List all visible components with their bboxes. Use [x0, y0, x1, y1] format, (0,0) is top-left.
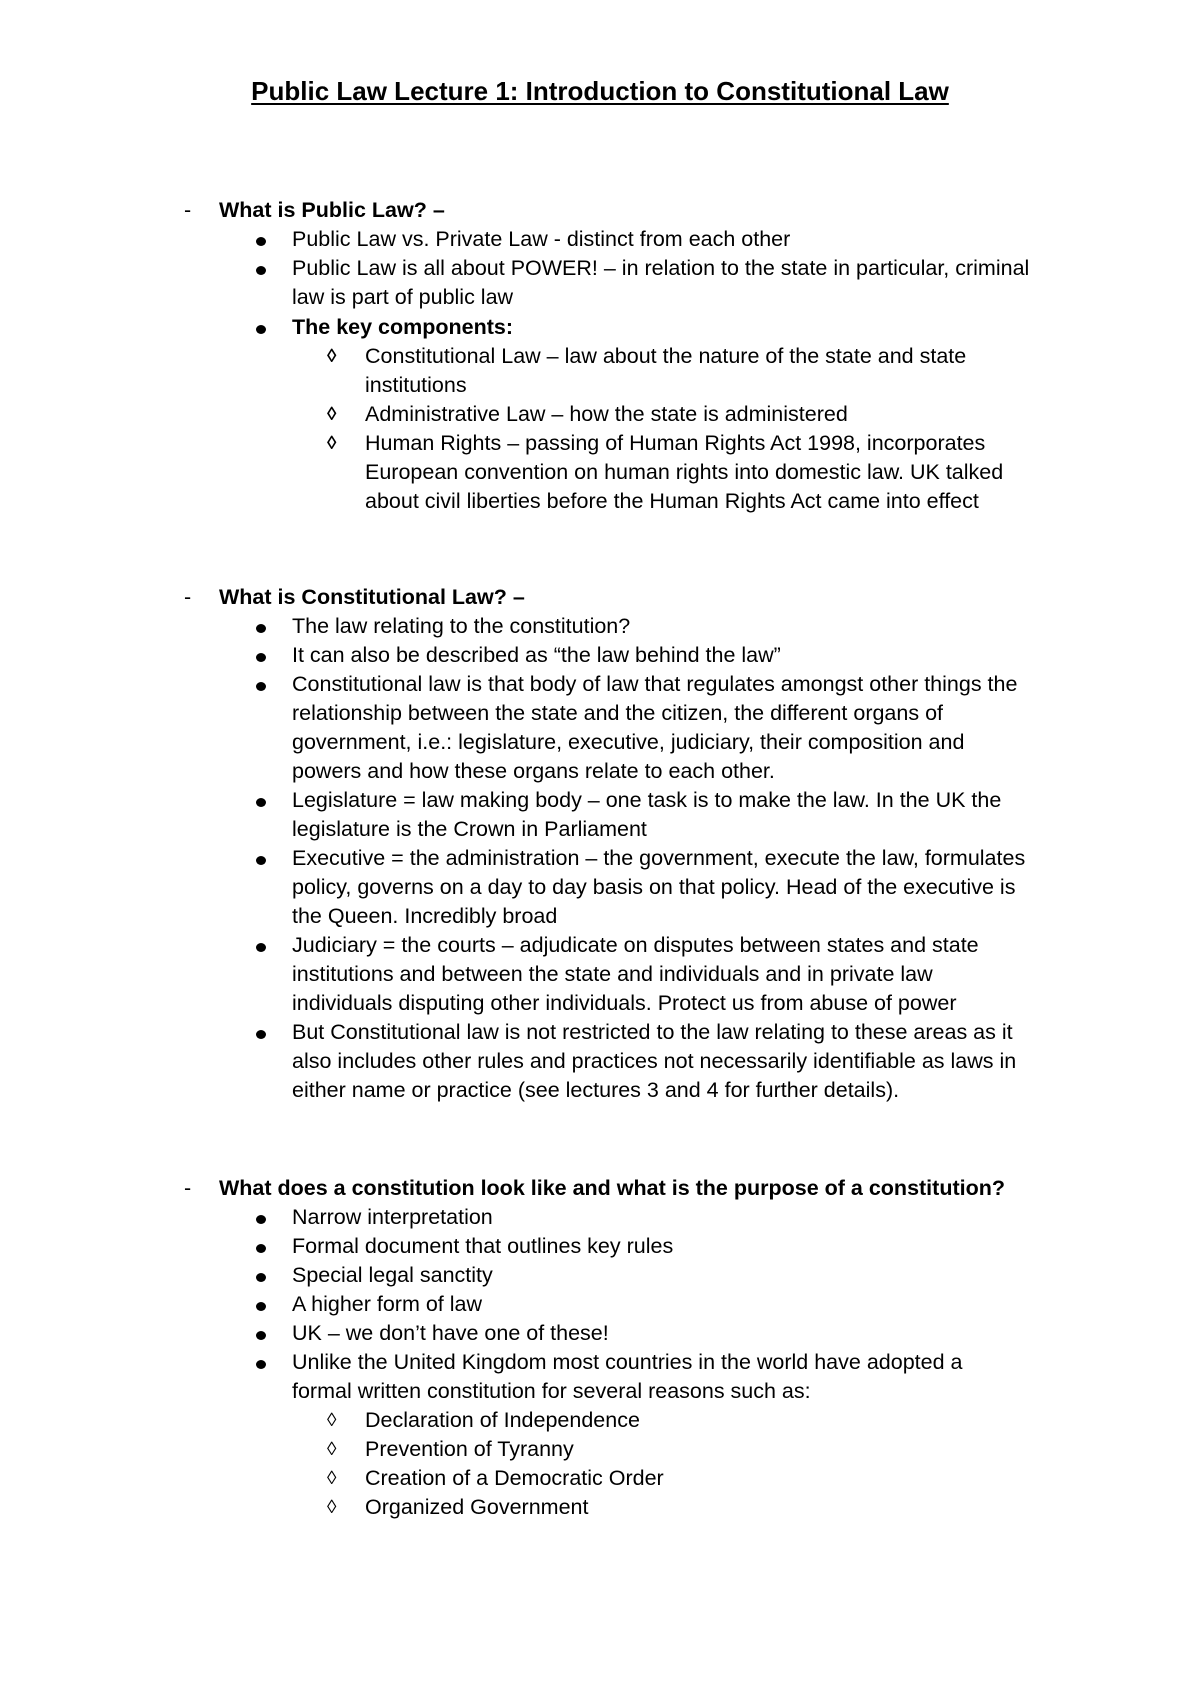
- section-dash: -: [184, 198, 192, 222]
- list-item: Constitutional law is that body of law that regulates amongst other things the: [292, 672, 1018, 696]
- list-item: Legislature = law making body – one task is to make the law. In the UK the: [292, 788, 1002, 812]
- bullet-dot-icon: [256, 266, 266, 275]
- bullet-dot-icon: [256, 943, 266, 952]
- list-item: Executive = the administration – the government, execute the law, formulates: [292, 846, 1026, 870]
- bullet-dot-icon: [256, 1030, 266, 1039]
- bullet-dot-icon: [256, 325, 266, 334]
- section-heading-constitution-purpose: What does a constitution look like and what is the purpose of a constitution?: [219, 1176, 1005, 1200]
- sub-list-item: Constitutional Law – law about the nature of the state and state: [365, 344, 967, 368]
- list-item-continued: legislature is the Crown in Parliament: [292, 817, 647, 841]
- bullet-dot-icon: [256, 1244, 266, 1253]
- sub-list-item-continued: institutions: [365, 373, 467, 397]
- list-item: A higher form of law: [292, 1292, 483, 1316]
- bullet-dot-icon: [256, 237, 266, 246]
- list-item: Narrow interpretation: [292, 1205, 493, 1229]
- sub-list-item-continued: about civil liberties before the Human Rights Act came into effect: [365, 489, 979, 513]
- list-item-key-components: The key components:: [292, 315, 514, 339]
- list-item: Unlike the United Kingdom most countries in the world have adopted a: [292, 1350, 963, 1374]
- list-item: But Constitutional law is not restricted to the law relating to these areas as it: [292, 1020, 1013, 1044]
- list-item-continued: law is part of public law: [292, 285, 514, 309]
- sub-list-item-continued: European convention on human rights into domestic law. UK talked: [365, 460, 1004, 484]
- bullet-dot-icon: [256, 682, 266, 691]
- sub-list-item: Prevention of Tyranny: [365, 1437, 574, 1461]
- bullet-dot-icon: [256, 1360, 266, 1369]
- list-item: Special legal sanctity: [292, 1263, 493, 1287]
- list-item: UK – we don’t have one of these!: [292, 1321, 609, 1345]
- bullet-dot-icon: [256, 624, 266, 633]
- bullet-dot-icon: [256, 1215, 266, 1224]
- list-item-continued: formal written constitution for several reasons such as:: [292, 1379, 811, 1403]
- list-item-continued: institutions and between the state and individuals and in private law: [292, 962, 933, 986]
- diamond-bullet-icon: ◊: [327, 433, 337, 454]
- list-item-continued: either name or practice (see lectures 3 and 4 for further details).: [292, 1078, 900, 1102]
- list-item: Formal document that outlines key rules: [292, 1234, 674, 1258]
- diamond-bullet-icon: ◊: [327, 1468, 337, 1489]
- list-item: Judiciary = the courts – adjudicate on disputes between states and state: [292, 933, 979, 957]
- sub-list-item: Creation of a Democratic Order: [365, 1466, 664, 1490]
- sub-list-item: Declaration of Independence: [365, 1408, 640, 1432]
- bullet-dot-icon: [256, 856, 266, 865]
- bullet-dot-icon: [256, 1331, 266, 1340]
- list-item-continued: relationship between the state and the citizen, the different organs of: [292, 701, 944, 725]
- section-heading-public-law: What is Public Law? –: [219, 198, 445, 222]
- bullet-dot-icon: [256, 1302, 266, 1311]
- list-item-continued: powers and how these organs relate to each other.: [292, 759, 775, 783]
- diamond-bullet-icon: ◊: [327, 1439, 337, 1460]
- sub-list-item: Human Rights – passing of Human Rights Act 1998, incorporates: [365, 431, 986, 455]
- list-item-continued: individuals disputing other individuals. Protect us from abuse of power: [292, 991, 957, 1015]
- sub-list-item: Administrative Law – how the state is administered: [365, 402, 848, 426]
- diamond-bullet-icon: ◊: [327, 346, 337, 367]
- section-dash: -: [184, 1176, 192, 1200]
- list-item: The law relating to the constitution?: [292, 614, 631, 638]
- section-heading-constitutional-law: What is Constitutional Law? –: [219, 585, 525, 609]
- diamond-bullet-icon: ◊: [327, 1497, 337, 1518]
- list-item: Public Law vs. Private Law - distinct from each other: [292, 227, 791, 251]
- diamond-bullet-icon: ◊: [327, 1410, 337, 1431]
- list-item-continued: also includes other rules and practices not necessarily identifiable as laws in: [292, 1049, 1017, 1073]
- section-dash: -: [184, 585, 192, 609]
- list-item: Public Law is all about POWER! – in relation to the state in particular, criminal: [292, 256, 1030, 280]
- list-item: It can also be described as “the law behind the law”: [292, 643, 781, 667]
- list-item-continued: government, i.e.: legislature, executive, judiciary, their composition and: [292, 730, 965, 754]
- bullet-dot-icon: [256, 1273, 266, 1282]
- page-title: Public Law Lecture 1: Introduction to Constitutional Law: [251, 76, 949, 106]
- list-item-continued: the Queen. Incredibly broad: [292, 904, 558, 928]
- sub-list-item: Organized Government: [365, 1495, 589, 1519]
- bullet-dot-icon: [256, 653, 266, 662]
- list-item-continued: policy, governs on a day to day basis on that policy. Head of the executive is: [292, 875, 1016, 899]
- diamond-bullet-icon: ◊: [327, 404, 337, 425]
- bullet-dot-icon: [256, 798, 266, 807]
